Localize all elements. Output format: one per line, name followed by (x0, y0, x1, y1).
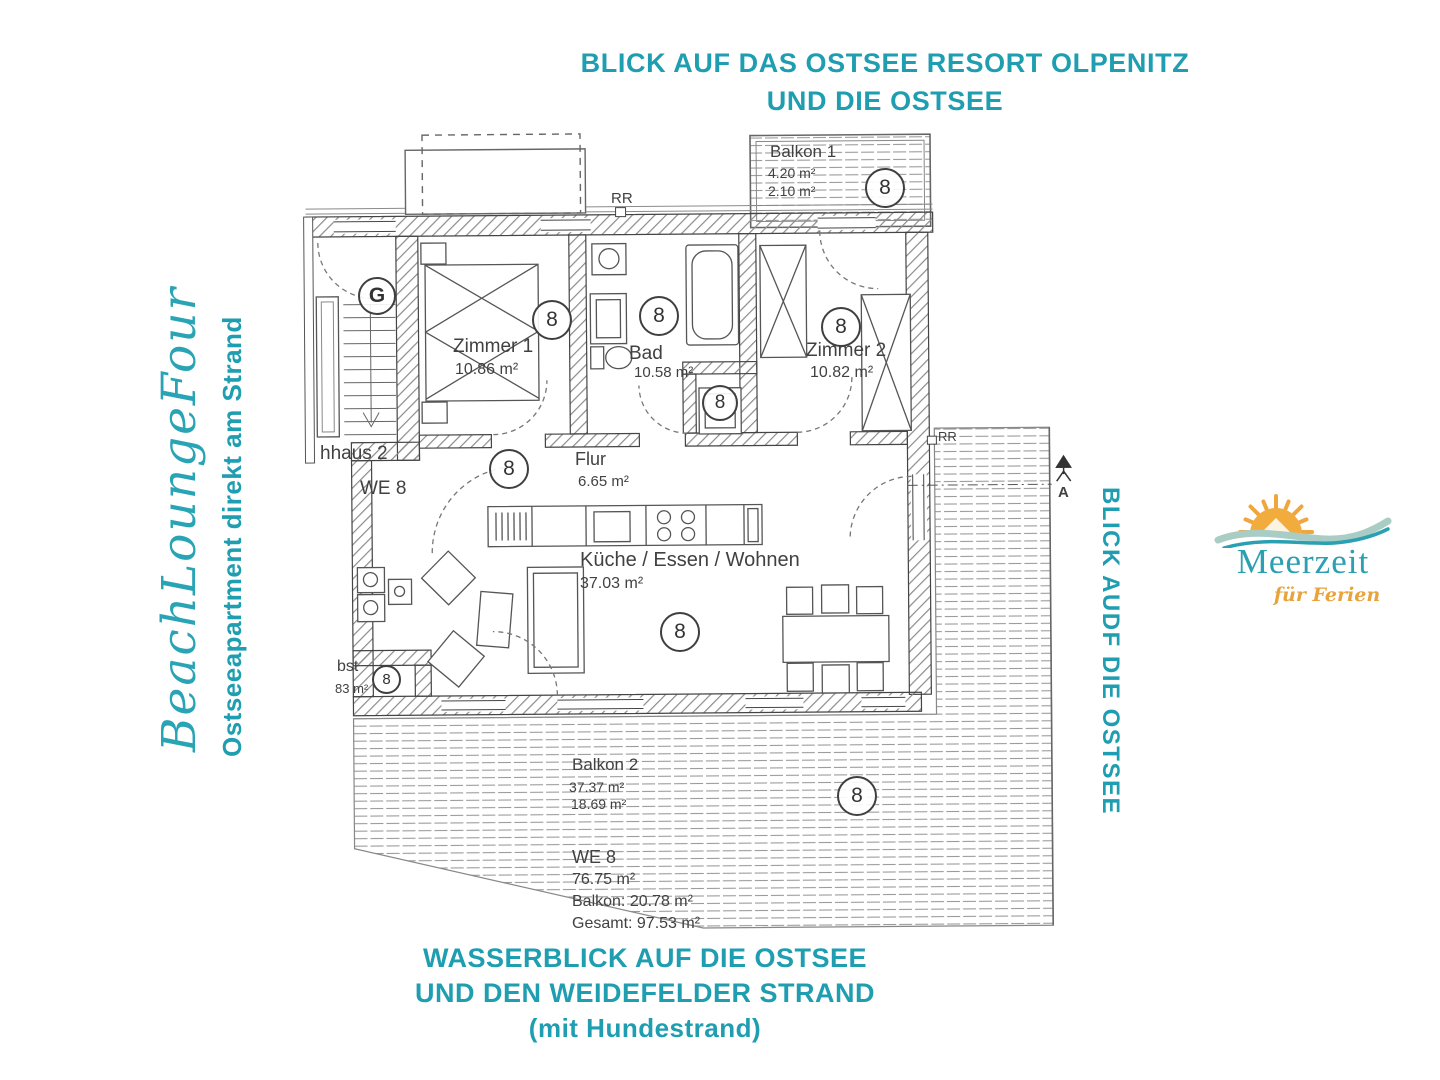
summary-total: Gesamt: 97.53 m² (572, 915, 701, 932)
brand-script-text: BeachLoungeFour (152, 286, 207, 752)
title-line-1: BLICK AUF DAS OSTSEE RESORT OLPENITZ (580, 48, 1190, 78)
room-label-kueche: Küche / Essen / Wohnen (580, 549, 800, 571)
room-area-balkon1-b: 2.10 m² (768, 183, 816, 199)
unit-marker-label: 8 (674, 620, 686, 643)
summary-unit: WE 8 (572, 847, 617, 867)
unit-marker-wohnen (660, 612, 700, 652)
unit-marker-abstellraum (372, 665, 401, 694)
rr-label-top: RR (611, 190, 633, 207)
room-label-zimmer2: Zimmer 2 (806, 340, 887, 361)
room-label-zimmer1: Zimmer 1 (453, 336, 534, 357)
unit-label-plan: WE 8 (360, 478, 407, 499)
section-marker-label: A (1058, 484, 1069, 501)
furniture (355, 239, 914, 696)
unit-marker-label: 8 (851, 784, 863, 807)
right-vertical-caption: BLICK AUDF DIE OSTSEE (1097, 487, 1124, 815)
logo-tagline: für Ferien (1273, 584, 1381, 606)
staircase (316, 296, 396, 437)
room-area-abstellraum: 83 m² (335, 681, 369, 696)
stair-circle-marker (358, 277, 396, 315)
summary-balcony: Balkon: 20.78 m² (572, 893, 693, 910)
unit-marker-zimmer1 (532, 300, 572, 340)
footer-line-1: WASSERBLICK AUF DIE OSTSEE (422, 943, 868, 973)
unit-marker-label: 8 (879, 176, 891, 199)
rr-label-right: RR (938, 429, 957, 444)
stair-circle-label: G (368, 284, 386, 307)
unit-marker-label: 8 (714, 392, 726, 413)
dormer-outline (405, 149, 585, 214)
unit-marker-label: 8 (503, 457, 515, 480)
summary-living-area: 76.75 m² (572, 871, 636, 888)
unit-marker-wc (702, 385, 738, 421)
footer-line-2: UND DEN WEIDEFELDER STRAND (414, 978, 875, 1008)
unit-marker-label: 8 (835, 315, 847, 338)
rainpipe-square-right (927, 436, 936, 444)
unit-marker-balkon2 (837, 776, 877, 816)
unit-marker-label: 8 (546, 308, 558, 331)
room-area-kueche: 37.03 m² (580, 575, 644, 592)
unit-marker-label: 8 (382, 671, 391, 688)
room-label-balkon1: Balkon 1 (770, 142, 837, 161)
stairwell-label: hhaus 2 (320, 443, 388, 464)
footer-line-3: (mit Hundestrand) (528, 1013, 762, 1043)
logo-brand-name: Meerzeit (1236, 542, 1370, 581)
unit-marker-balkon1 (865, 168, 905, 208)
unit-marker-bad (639, 296, 679, 336)
room-area-balkon2-b: 18.69 m² (571, 796, 627, 812)
room-label-balkon2: Balkon 2 (572, 755, 639, 774)
room-area-zimmer2: 10.82 m² (810, 364, 874, 381)
rainpipe-square-top (616, 208, 626, 217)
room-area-balkon1-a: 4.20 m² (768, 165, 816, 181)
section-marker-icon (1057, 456, 1071, 481)
room-label-bad: Bad (629, 343, 663, 364)
room-label-flur: Flur (575, 449, 606, 469)
room-area-zimmer1: 10.86 m² (455, 361, 519, 378)
room-area-bad: 10.58 m² (634, 364, 694, 381)
unit-marker-label: 8 (653, 304, 665, 327)
unit-marker-flur (489, 449, 529, 489)
room-area-balkon2-a: 37.37 m² (569, 779, 625, 795)
brand-subtitle-text: Ostseeapartment direkt am Strand (217, 316, 247, 757)
room-area-flur: 6.65 m² (578, 473, 629, 490)
room-label-abstellraum: bst (337, 658, 359, 675)
title-line-2: UND DIE OSTSEE (766, 86, 1004, 116)
stairwell-outer-wall (304, 217, 315, 463)
